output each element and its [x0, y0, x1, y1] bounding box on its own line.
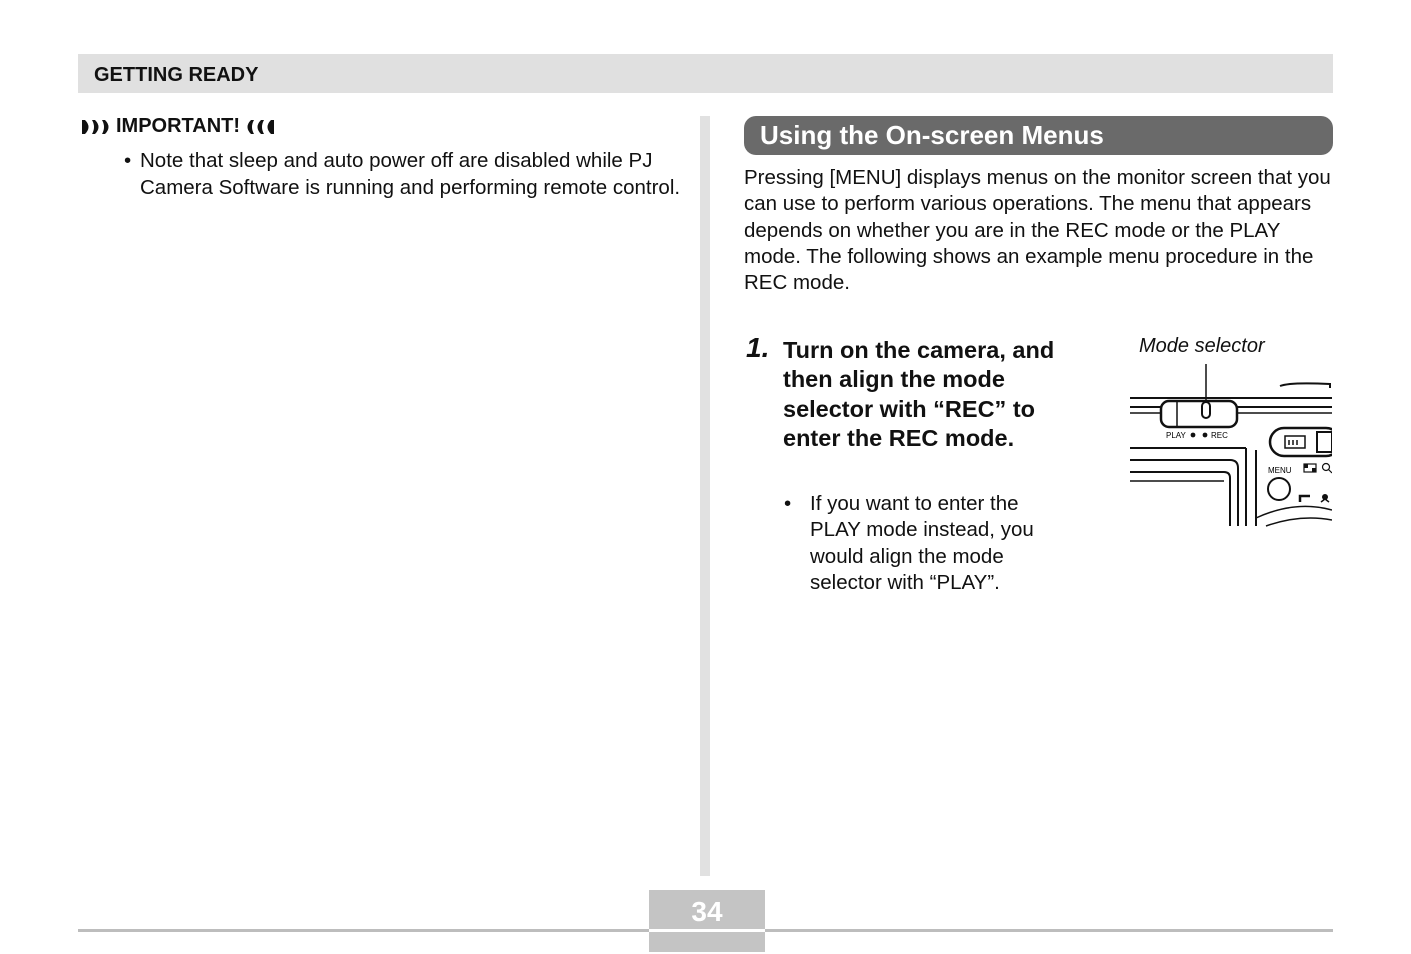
- figure-caption: Mode selector: [1139, 335, 1265, 357]
- step-note: [784, 491, 1070, 596]
- step-instruction: Turn on the camera, and then align the mode selector with “REC” to enter the REC mode.: [783, 337, 1055, 452]
- important-heading: [78, 115, 280, 138]
- important-note: [124, 148, 684, 201]
- important-label: IMPORTANT!: [116, 115, 241, 137]
- page-box-separator: [649, 929, 765, 932]
- arrows-right-icon: [82, 119, 112, 135]
- rec-label: REC: [1211, 431, 1228, 440]
- intro-paragraph: Pressing [MENU] displays menus on the monitor screen that you can use to perform various operations. The menu that appears depends on whether you are in the REC mode or the PLAY mode. The following shows an example menu procedure in the REC mode.: [744, 166, 1331, 295]
- page-number-box: [649, 890, 765, 952]
- header-bar: [78, 54, 1333, 93]
- page-number: 34: [691, 896, 723, 927]
- important-note-text: Note that sleep and auto power off are disabled while PJ Camera Software is running and performing remote control.: [140, 149, 681, 199]
- play-label: PLAY: [1166, 431, 1186, 440]
- bullet: •: [784, 492, 792, 515]
- camera-illustration: [1130, 360, 1332, 528]
- section-title: Using the On-screen Menus: [744, 116, 1333, 155]
- step-number: 1.: [746, 332, 770, 363]
- menu-label: MENU: [1268, 466, 1292, 475]
- step-note-text: If you want to enter the PLAY mode instead, you would align the mode selector with “PLAY”.: [810, 492, 1034, 594]
- section-header-title: GETTING READY: [94, 64, 259, 86]
- camera-drawing: [1130, 360, 1332, 528]
- bullet: •: [124, 149, 132, 172]
- column-divider: [700, 116, 710, 876]
- arrows-left-icon: [244, 119, 276, 135]
